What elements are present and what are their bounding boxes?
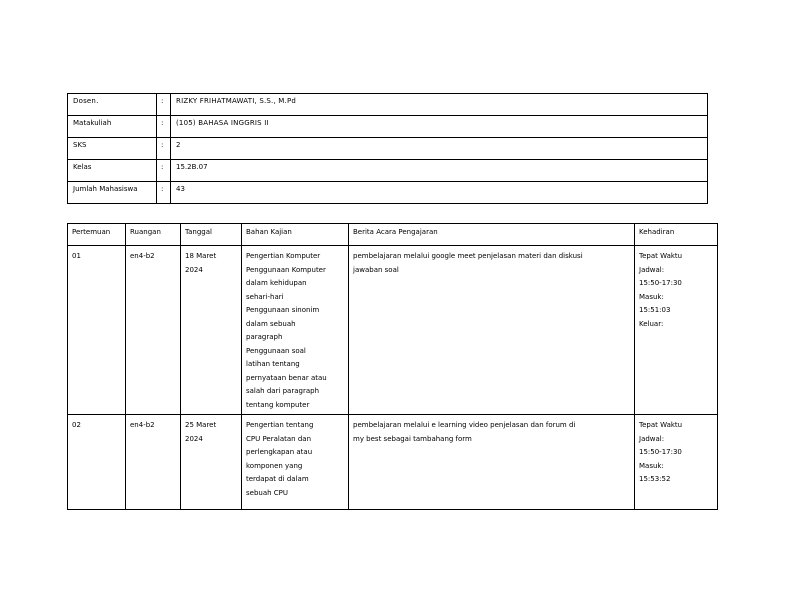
colon-separator: : [157,116,171,138]
header-pertemuan: Pertemuan [68,224,126,246]
cell-tanggal: 25 Maret 2024 [181,415,242,510]
info-row-dosen [68,94,708,116]
info-row-matakuliah [68,116,708,138]
cell-pertemuan: 02 [68,415,126,510]
cell-bahan-kajian: Pengertian Komputer Penggunaan Komputer dalam kehidupan sehari-hari Penggunaan sinonim dalam sebuah paragraph Penggunaan soal latihan tentang pernyataan benar atau salah dari paragraph tentang komputer [242,246,349,415]
info-row-jumlah [68,182,708,204]
kelas-label: Kelas [68,160,157,182]
dosen-label: Dosen. [68,94,157,116]
cell-tanggal: 18 Maret 2024 [181,246,242,415]
colon-separator: : [157,182,171,204]
matakuliah-value: (105) BAHASA INGGRIS II [171,116,708,138]
cell-berita-acara: pembelajaran melalui google meet penjelasan materi dan diskusi jawaban soal [349,246,635,415]
cell-pertemuan: 01 [68,246,126,415]
table-row [68,415,718,510]
attendance-table [67,223,718,510]
course-info-table [67,93,708,204]
cell-bahan-kajian: Pengertian tentang CPU Peralatan dan perlengkapan atau komponen yang terdapat di dalam sebuah CPU [242,415,349,510]
header-kehadiran: Kehadiran [635,224,718,246]
info-row-kelas [68,160,708,182]
dosen-value: RIZKY FRIHATMAWATI, S.S., M.Pd [171,94,708,116]
attendance-header-row [68,224,718,246]
colon-separator: : [157,138,171,160]
jumlah-mahasiswa-value: 43 [171,182,708,204]
table-row [68,246,718,415]
jumlah-mahasiswa-label: Jumlah Mahasiswa [68,182,157,204]
header-ruangan: Ruangan [126,224,181,246]
cell-berita-acara: pembelajaran melalui e learning video penjelasan dan forum di my best sebagai tambahang form [349,415,635,510]
sks-value: 2 [171,138,708,160]
info-row-sks [68,138,708,160]
header-berita-acara: Berita Acara Pengajaran [349,224,635,246]
sks-label: SKS [68,138,157,160]
header-bahan-kajian: Bahan Kajian [242,224,349,246]
matakuliah-label: Matakuliah [68,116,157,138]
kelas-value: 15.2B.07 [171,160,708,182]
cell-ruangan: en4-b2 [126,415,181,510]
header-tanggal: Tanggal [181,224,242,246]
cell-kehadiran: Tepat Waktu Jadwal: 15:50-17:30 Masuk: 15:51:03 Keluar: [635,246,718,415]
colon-separator: : [157,94,171,116]
cell-kehadiran: Tepat Waktu Jadwal: 15:50-17:30 Masuk: 15:53:52 [635,415,718,510]
cell-ruangan: en4-b2 [126,246,181,415]
colon-separator: : [157,160,171,182]
